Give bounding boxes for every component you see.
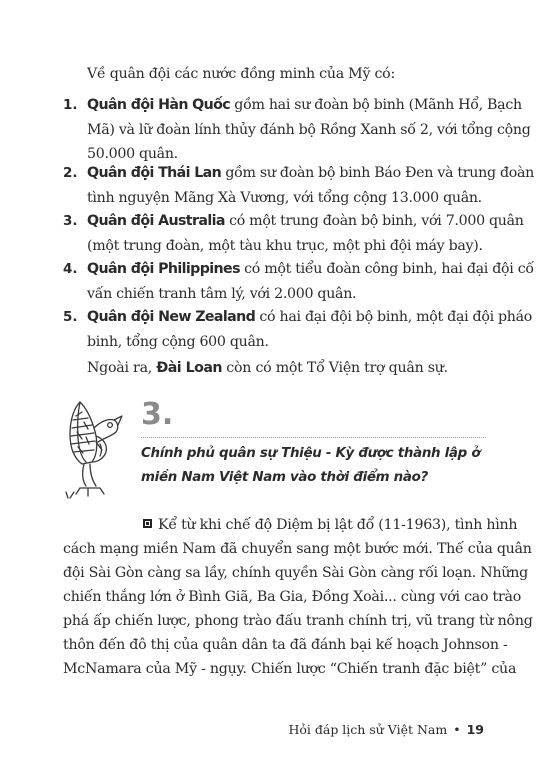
page-footer	[288, 721, 484, 739]
list-item-korea: Quân đội Hàn Quốc gồm hai sư đoàn bộ binh (Mãnh Hổ, Bạch Mã) và lữ đoàn lính thủy đánh bộ Rồng Xanh số 2, với tổng cộng 50.000 quân.	[87, 97, 531, 162]
country-name: Quân đội Thái Lan	[87, 165, 222, 181]
question-heading: Chính phủ quân sự Thiệu - Kỳ được thành lập ở miền Nam Việt Nam vào thời điểm nào?	[141, 446, 481, 485]
list-item-philippines: Quân đội Philippines có một tiểu đoàn công binh, hai đại đội cố vấn chiến tranh tâm lý, với 2.000 quân.	[87, 261, 534, 302]
answer-line: cách mạng miền Nam đã chuyển sang một bước mới. Thế của quân	[63, 541, 532, 557]
taiwan-name: Đài Loan	[156, 360, 223, 376]
question-divider	[141, 437, 486, 438]
intro-paragraph: Về quân đội các nước đồng minh của Mỹ có:	[87, 66, 395, 82]
list-number: 2.	[63, 165, 78, 181]
list-item-australia: Quân đội Australia có một trung đoàn bộ binh, với 7.000 quân (một trung đoàn, một tàu khu trục, một phi đội máy bay).	[87, 213, 524, 254]
country-name: Quân đội Australia	[87, 213, 225, 229]
country-name: Quân đội Philippines	[87, 261, 240, 277]
answer-line: McNamara của Mỹ - ngụy. Chiến lược “Chiến tranh đặc biệt” của	[63, 661, 517, 677]
answer-line: phá ấp chiến lược, phong trào đấu tranh chính trị, vũ trang từ nông	[63, 613, 533, 629]
square-bullet-icon	[143, 519, 152, 528]
answer-first-line: Kể từ khi chế độ Diệm bị lật đổ (11-1963), tình hình	[143, 513, 517, 538]
list-item-new-zealand: Quân đội New Zealand có hai đại đội bộ binh, một đại đội pháo binh, tổng cộng 600 quân.	[87, 309, 533, 350]
list-item-thailand: Quân đội Thái Lan gồm sư đoàn bộ binh Báo Đen và trung đoàn tình nguyện Mãng Xà Vương, với tổng cộng 13.000 quân.	[87, 165, 534, 206]
country-name: Quân đội Hàn Quốc	[87, 97, 231, 113]
bird-illustration-icon	[58, 398, 128, 502]
question-number: 3.	[141, 397, 174, 432]
answer-line: đội Sài Gòn càng sa lầy, chính quyền Sài Gòn càng rối loạn. Những	[63, 565, 528, 581]
answer-line: thôn đến đô thị của quân dân ta đã đánh bại kế hoạch Johnson -	[63, 637, 508, 653]
list-number: 5.	[63, 309, 78, 325]
list-number: 1.	[63, 97, 78, 113]
page-number: 19	[466, 722, 484, 737]
book-title: Hỏi đáp lịch sử Việt Nam	[288, 722, 448, 737]
footer-separator: •	[453, 722, 461, 737]
taiwan-paragraph: Ngoài ra, Đài Loan còn có một Tổ Viện trợ quân sự.	[87, 360, 448, 376]
list-number: 4.	[63, 261, 78, 277]
country-name: Quân đội New Zealand	[87, 309, 256, 325]
answer-line: chiến thắng lớn ở Bình Giã, Ba Gia, Đồng Xoài... cùng với cao trào	[63, 589, 522, 605]
list-number: 3.	[63, 213, 78, 229]
